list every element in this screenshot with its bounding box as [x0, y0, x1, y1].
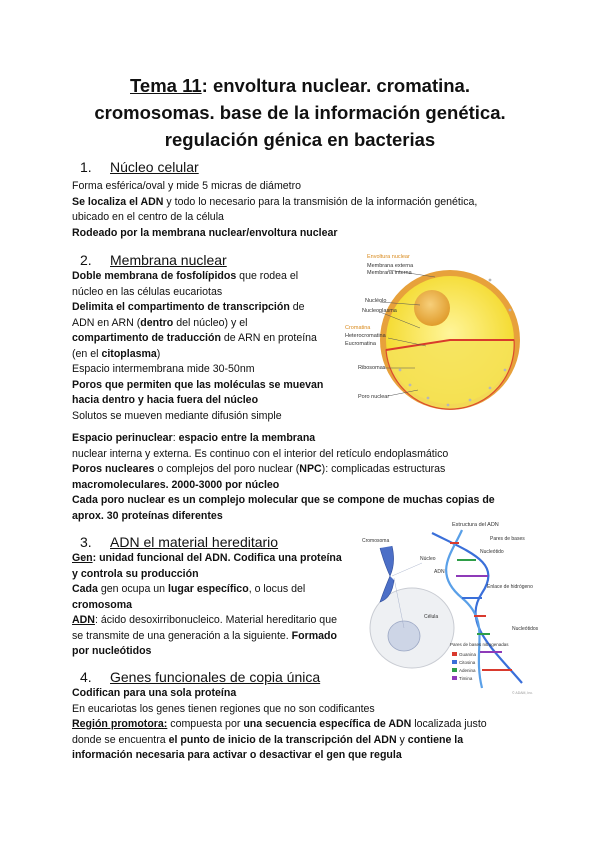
- text-line: nuclear interna y externa. Es continuo con el interior del retículo endoplasmático: [72, 447, 449, 460]
- label-nucleolo: Nucléolo: [365, 298, 387, 304]
- section-title: Núcleo celular: [110, 159, 199, 175]
- title-line-3: regulación génica en bacterias: [164, 129, 436, 150]
- legend-swatch-timina: [452, 676, 457, 680]
- label-pares-de-bases: Pares de bases: [490, 536, 525, 542]
- section-title: ADN el material hereditario: [110, 534, 279, 550]
- text-line: ADN: ácido desoxirribonucleico. Material hereditario que: [72, 614, 337, 626]
- label-nucleotidos: Nucleótidos: [512, 626, 539, 632]
- label-heterocromatina: Heterocromatina: [345, 333, 386, 339]
- text-line: y controla su producción: [72, 567, 199, 580]
- text-line: Cada gen ocupa un lugar específico, o locus del: [72, 583, 306, 595]
- section-title: Genes funcionales de copia única: [110, 669, 321, 685]
- dna-figure: [362, 518, 542, 698]
- title-line1-rest: : envoltura nuclear. cromatina.: [201, 75, 470, 96]
- text-line: Delimita el compartimento de transcripción de: [72, 301, 305, 313]
- text-line: compartimento de traducción de ARN en proteína: [72, 332, 317, 344]
- text-line: aprox. 30 proteínas diferentes: [72, 509, 223, 522]
- section-number: 4.: [80, 669, 92, 685]
- text-line: Espacio perinuclear: espacio entre la membrana: [72, 432, 316, 444]
- label-ribosomas: Ribosomas: [358, 365, 386, 371]
- cell-nucleus-drawing: [388, 621, 420, 651]
- text-line: macromoleculares. 2000-3000 por núcleo: [72, 478, 280, 491]
- label-membrana-externa: Membrana externa: [367, 263, 414, 269]
- nucleus-cut-face: [386, 340, 514, 409]
- label-nucleotido: Nucleótido: [480, 549, 504, 555]
- label-cromosoma: Cromosoma: [362, 538, 390, 544]
- text-line: se transmite de una generación a la siguiente. Formado: [72, 629, 337, 642]
- text-line: Espacio intermembrana mide 30-50nm: [72, 363, 255, 375]
- text-line: Se localiza el ADN y todo lo necesario para la transmisión de la información genética,: [72, 195, 478, 208]
- legend-swatch-citosina: [452, 660, 457, 664]
- section-number: 1.: [80, 159, 92, 175]
- label-adn: ADN: [434, 569, 445, 575]
- section-1-body: [72, 179, 528, 241]
- legend-swatch-adenina: [452, 668, 457, 672]
- text-line: Gen: unidad funcional del ADN. Codifica una proteína: [72, 552, 342, 564]
- legend-title: Pares de bases nitrogenadas: [450, 642, 509, 647]
- legend-citosina: Citosina: [459, 660, 476, 665]
- legend-adenina: Adenina: [459, 668, 476, 673]
- legend-guanina: Guanina: [459, 652, 477, 657]
- text-line: Poros que permiten que las moléculas se muevan: [72, 378, 324, 391]
- section-2-body: [72, 269, 336, 424]
- text-line: ADN en ARN (dentro del núcleo) y el: [72, 316, 248, 329]
- section-title: Membrana nuclear: [110, 252, 227, 268]
- dna-title: Estructura del ADN: [452, 522, 499, 528]
- text-line: información necesaria para activar o desactivar el gen que regula: [72, 749, 402, 761]
- text-line: (en el citoplasma): [72, 347, 161, 360]
- section-3-body: [72, 551, 357, 660]
- section-2-body-wide: [72, 431, 528, 524]
- text-line: núcleo en las células eucariotas: [72, 285, 223, 298]
- label-membrana-interna: Membrana interna: [367, 270, 412, 276]
- title-prefix: Tema 11: [130, 75, 202, 96]
- title-line-2: cromosomas. base de la información genética.: [94, 102, 506, 123]
- text-line: Forma esférica/oval y mide 5 micras de diámetro: [72, 180, 302, 192]
- legend-timina: Timina: [459, 676, 473, 681]
- label-poro-nuclear: Poro nuclear: [358, 394, 390, 400]
- figure-credit: © ADAM, Inc.: [512, 691, 534, 695]
- section-number: 3.: [80, 534, 92, 550]
- legend-swatch-guanina: [452, 652, 457, 656]
- nucleus-figure: [340, 250, 530, 420]
- label-cromatina: Cromatina: [345, 325, 371, 331]
- text-line: Región promotora: compuesta por una secuencia específica de ADN localizada justo: [72, 718, 487, 730]
- text-line: Doble membrana de fosfolípidos que rodea el: [72, 270, 299, 282]
- text-line: donde se encuentra el punto de inicio de la transcripción del ADN y contiene la: [72, 733, 464, 746]
- section-heading-4: [80, 669, 320, 685]
- title-line-1: [0, 72, 600, 99]
- text-line: Rodeado por la membrana nuclear/envoltura nuclear: [72, 226, 338, 239]
- nucleolus: [414, 290, 450, 326]
- label-nucleoplasma: Nucleoplasma: [362, 308, 397, 314]
- text-line: cromosoma: [72, 598, 133, 611]
- label-nucleo: Núcleo: [420, 556, 436, 562]
- text-line: por nucleótidos: [72, 645, 152, 657]
- label-eucromatina: Eucromatina: [345, 341, 376, 347]
- label-enlace: Enlace de hidrógeno: [487, 584, 533, 590]
- label-envoltura: Envoltura nuclear: [367, 254, 410, 260]
- text-line: ubicado en el centro de la célula: [72, 211, 224, 223]
- label-celula: Célula: [424, 614, 439, 620]
- section-heading-3: [80, 534, 278, 550]
- section-heading-1: [80, 159, 199, 175]
- page-title: [0, 72, 600, 153]
- text-line: Cada poro nuclear es un complejo molecular que se compone de muchas copias de: [72, 494, 495, 506]
- text-line: Codifican para una sola proteína: [72, 687, 237, 699]
- section-number: 2.: [80, 252, 92, 268]
- text-line: En eucariotas los genes tienen regiones que no son codificantes: [72, 702, 375, 715]
- section-heading-2: [80, 252, 227, 268]
- text-line: Solutos se mueven mediante difusión simple: [72, 409, 282, 422]
- text-line: Poros nucleares o complejos del poro nuclear (NPC): complicadas estructuras: [72, 463, 446, 475]
- text-line: hacia dentro y hacia fuera del núcleo: [72, 394, 259, 406]
